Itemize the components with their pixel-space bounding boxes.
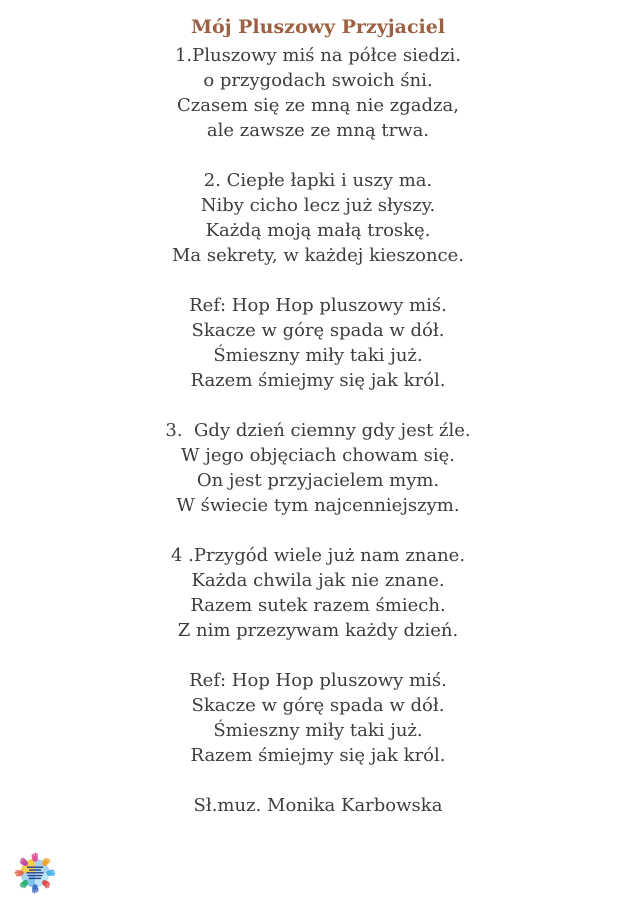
lyric-line: Każdą moją małą troskę.	[205, 220, 431, 241]
stanza-verse-4	[0, 543, 636, 643]
lyric-line: Skacze w górę spada w dół.	[191, 320, 445, 341]
lyric-line: Śmieszny miły taki już.	[213, 345, 423, 366]
lyric-line: 4 .Przygód wiele już nam znane.	[170, 545, 466, 566]
lyric-line: Czasem się ze mną nie zgadza,	[177, 95, 459, 116]
lyric-line: 2. Ciepłe łapki i uszy ma.	[203, 170, 433, 191]
lyric-line: W jego objęciach chowam się.	[181, 445, 455, 466]
stanza-verse-1	[0, 43, 636, 143]
stanza-refrain-2	[0, 668, 636, 768]
lyric-line: Razem śmiejmy się jak król.	[190, 370, 446, 391]
lyric-line: Ma sekrety, w każdej kieszonce.	[171, 245, 465, 266]
lyric-line: Ref: Hop Hop pluszowy miś.	[189, 295, 447, 316]
colorful-hands-logo-icon	[12, 850, 58, 896]
lyric-line: Z nim przezywam każdy dzień.	[177, 620, 459, 641]
page-title: Mój Pluszowy Przyjaciel	[190, 16, 446, 38]
lyric-line: Skacze w górę spada w dół.	[191, 695, 445, 716]
lyric-line: Razem śmiejmy się jak król.	[190, 745, 446, 766]
stanza-verse-2	[0, 168, 636, 268]
lyric-line: 1.Pluszowy miś na półce siedzi.	[174, 45, 462, 66]
stanza-verse-3	[0, 418, 636, 518]
lyric-line: W świecie tym najcenniejszym.	[176, 495, 460, 516]
lyric-line: Śmieszny miły taki już.	[213, 720, 423, 741]
school-logo	[12, 850, 58, 896]
lyric-line: Każda chwila jak nie znane.	[191, 570, 445, 591]
lyric-line: Razem sutek razem śmiech.	[190, 595, 446, 616]
lyric-line: o przygodach swoich śni.	[203, 70, 433, 91]
lyric-line: On jest przyjacielem mym.	[196, 470, 440, 491]
author-credit: Sł.muz. Monika Karbowska	[193, 795, 443, 816]
stanza-refrain-1	[0, 293, 636, 393]
lyric-line: Ref: Hop Hop pluszowy miś.	[189, 670, 447, 691]
lyric-line: Niby cicho lecz już słyszy.	[200, 195, 436, 216]
lyric-line: ale zawsze ze mną trwa.	[206, 120, 430, 141]
lyric-line: 3. Gdy dzień ciemny gdy jest źle.	[165, 420, 471, 441]
